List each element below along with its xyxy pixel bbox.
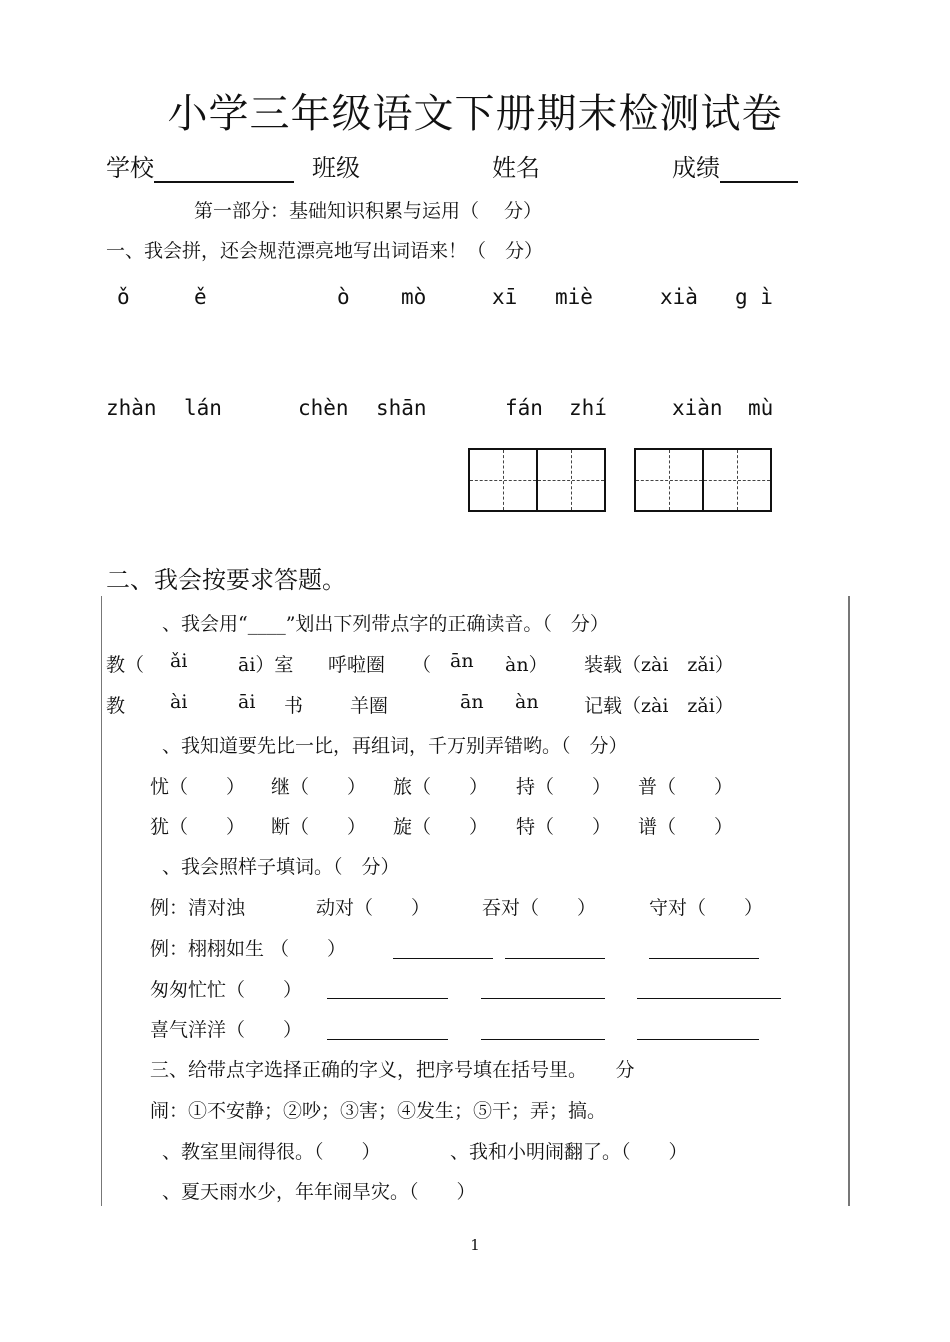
q1-item: 呼啦圈 [328, 654, 386, 676]
writing-grid[interactable] [468, 448, 606, 512]
q2-item[interactable]: 旅（ ） [393, 776, 489, 798]
school-field[interactable] [106, 148, 294, 183]
pinyin: ǒ [117, 285, 130, 309]
score-field[interactable] [672, 148, 798, 183]
left-border [101, 596, 102, 1206]
class-label: 班级 [312, 154, 360, 182]
pinyin: miè [555, 285, 593, 309]
score-label: 成绩 [672, 154, 720, 182]
meanings-list: 闹：①不安静；②吵；③害；④发生；⑤干；弄；搞。 [150, 1100, 607, 1122]
q1-item: 羊圈 [350, 695, 389, 717]
answer-blank[interactable] [393, 958, 493, 959]
question-2: 、我知道要先比一比，再组词，千万别弄错哟。（ 分） [162, 735, 628, 757]
q1-option[interactable]: àn） [505, 654, 548, 676]
pinyin: fán [505, 396, 543, 420]
section3-heading: 三、给带点字选择正确的字义，把序号填在括号里。 分 [150, 1059, 635, 1081]
answer-blank[interactable] [481, 1039, 605, 1040]
q3-item: 匆匆忙忙（ ） [150, 979, 303, 1001]
answer-blank[interactable] [637, 998, 781, 999]
section2-heading: 二、我会按要求答题。 [106, 566, 346, 594]
answer-blank[interactable] [637, 1039, 759, 1040]
pinyin: ě [194, 285, 207, 309]
pinyin: xiàn [672, 396, 723, 420]
q2-item[interactable]: 特（ ） [516, 816, 612, 838]
q1-option[interactable]: ǎi [170, 650, 188, 672]
sentence-3[interactable]: 、夏天雨水少，年年闹旱灾。（ ） [162, 1181, 476, 1203]
answer-blank[interactable] [505, 958, 605, 959]
name-label: 姓名 [492, 154, 540, 182]
q1-item[interactable]: 记载（zài zǎi） [584, 695, 734, 717]
pinyin: mò [401, 285, 427, 309]
q1-item: 教 [106, 695, 126, 717]
part1-title: 第一部分：基础知识积累与运用（ 分） [194, 200, 543, 222]
q2-item[interactable]: 断（ ） [271, 816, 367, 838]
pinyin: lán [184, 396, 222, 420]
q3-item: 喜气洋洋（ ） [150, 1019, 303, 1041]
q3-item[interactable]: 吞对（ ） [482, 897, 597, 919]
school-label: 学校 [106, 154, 154, 182]
page-number: 1 [470, 1236, 480, 1254]
q3-example: 例：栩栩如生 （ ） [150, 938, 347, 960]
q2-item[interactable]: 继（ ） [271, 776, 367, 798]
right-border [848, 596, 850, 1206]
writing-cell[interactable] [636, 450, 702, 510]
pinyin: xià [660, 285, 698, 309]
q3-item[interactable]: 守对（ ） [649, 897, 764, 919]
writing-grid[interactable] [634, 448, 772, 512]
pinyin: mù [748, 396, 774, 420]
q2-item[interactable]: 谱（ ） [638, 816, 734, 838]
sentence-1[interactable]: 、教室里闹得很。（ ） [162, 1141, 381, 1163]
page-title: 小学三年级语文下册期末检测试卷 [167, 91, 783, 137]
answer-blank[interactable] [481, 998, 605, 999]
pinyin: ò [337, 285, 350, 309]
q1-option[interactable]: àn [515, 691, 539, 713]
writing-cell[interactable] [470, 450, 536, 510]
pinyin: xī [492, 285, 518, 309]
q2-item[interactable]: 忧（ ） [150, 776, 246, 798]
writing-cell[interactable] [536, 450, 604, 510]
score-blank[interactable] [720, 157, 798, 183]
pinyin: chèn [298, 396, 349, 420]
q1-option[interactable]: ān [460, 691, 484, 713]
q2-item[interactable]: 持（ ） [516, 776, 612, 798]
pinyin: g ì [735, 285, 773, 309]
answer-blank[interactable] [327, 998, 448, 999]
question-1: 、我会用“____”划出下列带点字的正确读音。（ 分） [162, 613, 609, 635]
section1-heading: 一、我会拼，还会规范漂亮地写出词语来！（ 分） [106, 240, 544, 262]
pinyin: zhàn [106, 396, 157, 420]
q2-item[interactable]: 犹（ ） [150, 816, 246, 838]
q2-item[interactable]: 普（ ） [638, 776, 734, 798]
school-blank[interactable] [154, 157, 294, 183]
question-3: 、我会照样子填词。（ 分） [162, 856, 400, 878]
pinyin: shān [376, 396, 427, 420]
answer-blank[interactable] [649, 958, 759, 959]
q1-item: 书 [284, 695, 304, 717]
pinyin: zhí [569, 396, 607, 420]
q1-item: （ [412, 654, 432, 676]
writing-cell[interactable] [702, 450, 770, 510]
sentence-2[interactable]: 、我和小明闹翻了。（ ） [450, 1141, 688, 1163]
q2-item[interactable]: 旋（ ） [393, 816, 489, 838]
q3-example: 例：清对浊 [150, 897, 246, 919]
q1-option[interactable]: ài [170, 691, 188, 713]
q3-item[interactable]: 动对（ ） [316, 897, 431, 919]
q1-option[interactable]: āi）室 [238, 654, 294, 676]
answer-blank[interactable] [327, 1039, 448, 1040]
q1-option[interactable]: ān [450, 650, 474, 672]
q1-option[interactable]: āi [238, 691, 256, 713]
q1-item: 教（ [106, 654, 145, 676]
q1-item[interactable]: 装载（zài zǎi） [584, 654, 734, 676]
